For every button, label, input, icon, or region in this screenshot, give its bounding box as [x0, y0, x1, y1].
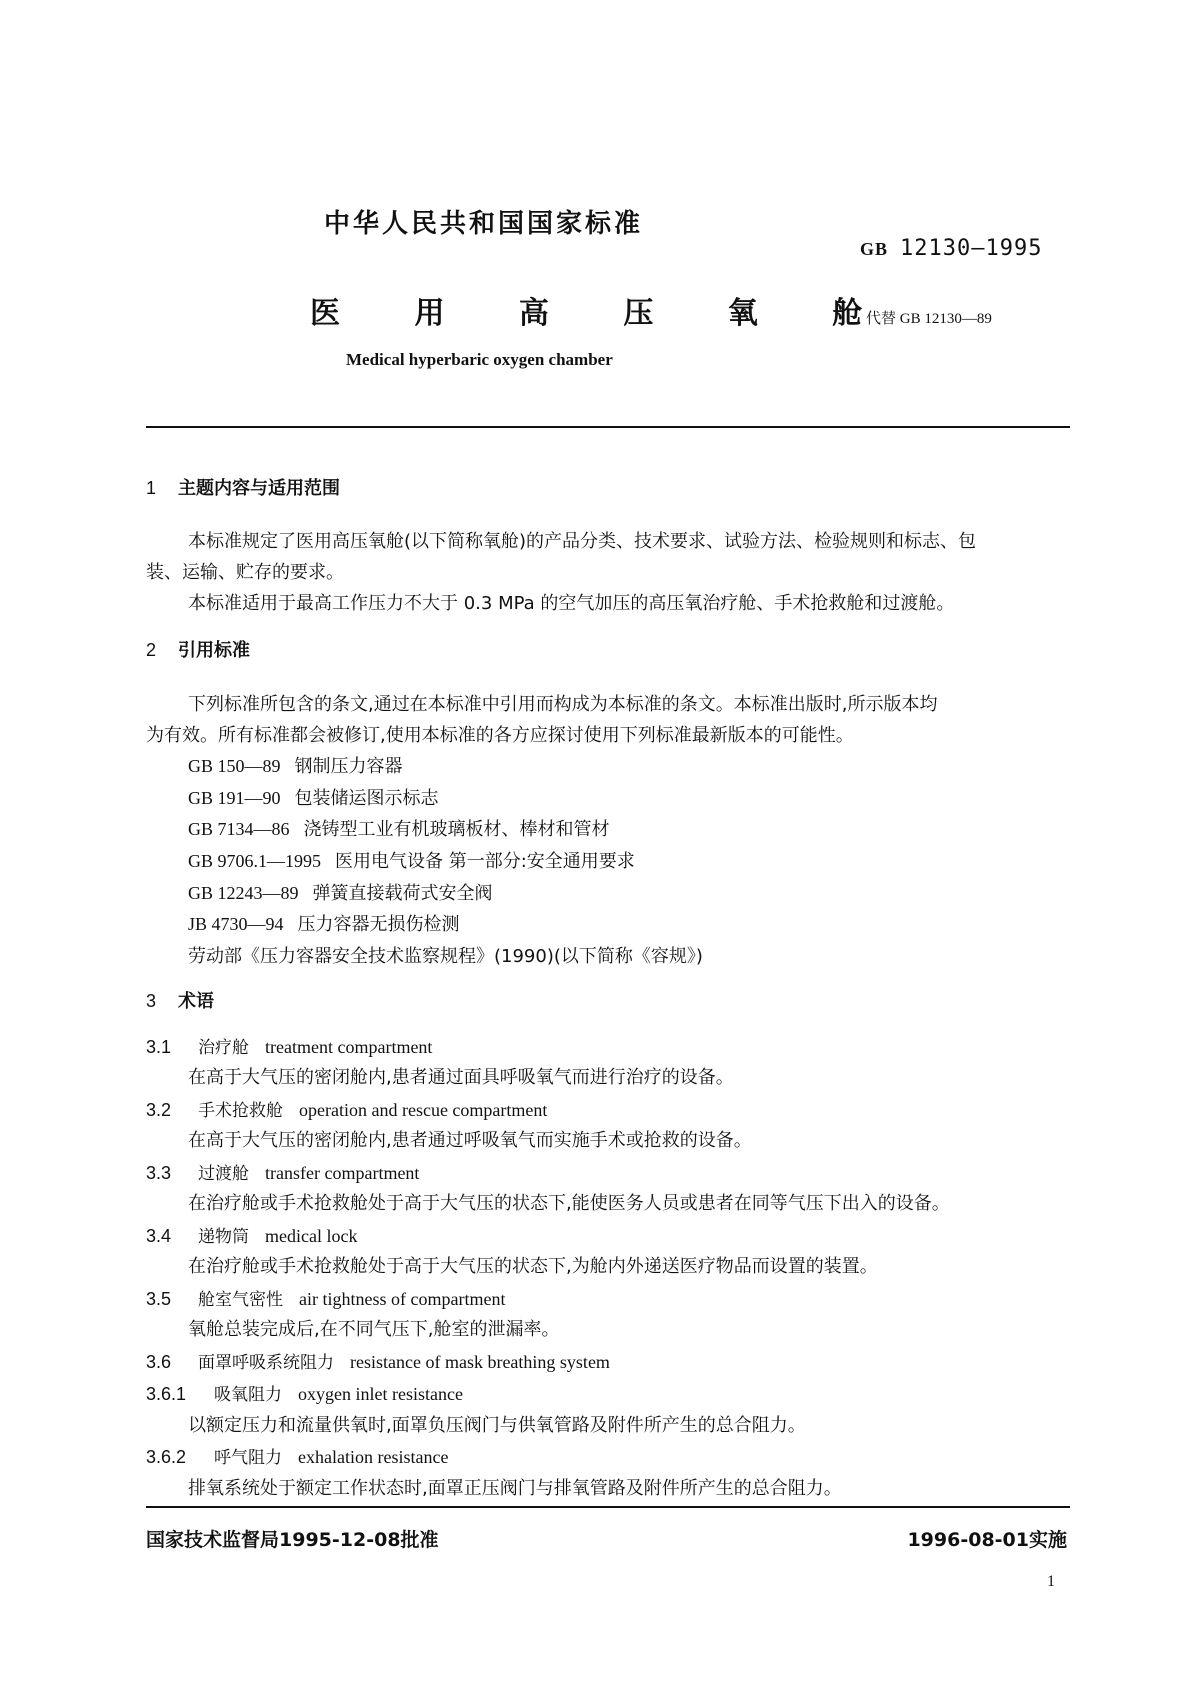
- approval-date: 国家技术监督局1995-12-08批准: [146, 1529, 439, 1551]
- reference-name: 弹簧直接载荷式安全阀: [312, 883, 493, 904]
- term-entry: [146, 1285, 505, 1310]
- reference-item: [188, 879, 493, 905]
- term-entry: [146, 1348, 610, 1373]
- term-entry: [146, 1096, 547, 1121]
- reference-name: 医用电气设备 第一部分:安全通用要求: [335, 851, 635, 872]
- section-title: 引用标准: [178, 640, 250, 661]
- header-divider: [146, 426, 1070, 428]
- reference-code: GB 191—90: [188, 788, 281, 808]
- term-zh: 过渡舱: [198, 1164, 249, 1184]
- reference-name: 包装储运图示标志: [294, 788, 439, 809]
- reference-item-regulation: 劳动部《压力容器安全技术监察规程》(1990)(以下简称《容规》): [188, 946, 703, 967]
- reference-code: GB 150—89: [188, 756, 281, 776]
- term-entry: [146, 1443, 448, 1468]
- term-definition: 在治疗舱或手术抢救舱处于高于大气压的状态下,为舱内外递送医疗物品而设置的装置。: [188, 1256, 878, 1277]
- reference-item: [188, 847, 635, 873]
- term-en: oxygen inlet resistance: [298, 1384, 463, 1404]
- section-1-para-1-line-2: 装、运输、贮存的要求。: [146, 562, 344, 583]
- term-entry: [146, 1159, 419, 1184]
- term-number: 3.3: [146, 1163, 172, 1183]
- standard-no: 12130—1995: [900, 236, 1043, 261]
- footer-divider: [146, 1506, 1070, 1508]
- title-zh: 医 用 高 压 氧 舱: [310, 296, 895, 331]
- national-standard-heading: 中华人民共和国国家标准: [324, 209, 644, 239]
- section-2-para-line-1: 下列标准所包含的条文,通过在本标准中引用而构成为本标准的条文。本标准出版时,所示版本均: [188, 694, 938, 715]
- term-zh: 呼气阻力: [214, 1448, 282, 1468]
- term-en: operation and rescue compartment: [299, 1100, 548, 1120]
- standard-number: [860, 236, 1042, 261]
- term-number: 3.1: [146, 1037, 172, 1057]
- section-1-heading: [146, 474, 340, 500]
- section-2-para-line-2: 为有效。所有标准都会被修订,使用本标准的各方应探讨使用下列标准最新版本的可能性。: [146, 725, 854, 746]
- reference-code: GB 7134—86: [188, 819, 290, 839]
- term-zh: 舱室气密性: [198, 1290, 283, 1310]
- section-title: 主题内容与适用范围: [178, 478, 340, 499]
- term-number: 3.5: [146, 1289, 172, 1309]
- page-number: 1: [1047, 1573, 1055, 1590]
- section-1-para-2: 本标准适用于最高工作压力不大于 0.3 MPa 的空气加压的高压氧治疗舱、手术抢救舱和过渡舱。: [188, 593, 955, 614]
- effective-date: 1996-08-01实施: [907, 1529, 1067, 1551]
- section-number: 1: [146, 478, 157, 498]
- reference-item: [188, 752, 403, 778]
- section-title: 术语: [178, 991, 214, 1012]
- term-number: 3.4: [146, 1226, 172, 1246]
- term-entry: [146, 1380, 463, 1405]
- reference-code: GB 12243—89: [188, 883, 299, 903]
- term-definition: 在高于大气压的密闭舱内,患者通过面具呼吸氧气而进行治疗的设备。: [188, 1067, 734, 1088]
- section-number: 2: [146, 640, 157, 660]
- term-number: 3.6.2: [146, 1447, 187, 1467]
- term-zh: 手术抢救舱: [198, 1101, 283, 1121]
- reference-name: 浇铸型工业有机玻璃板材、棒材和管材: [303, 819, 610, 840]
- term-entry: [146, 1222, 357, 1247]
- term-definition: 在治疗舱或手术抢救舱处于高于大气压的状态下,能使医务人员或患者在同等气压下出入的设备。: [188, 1193, 950, 1214]
- term-definition: 在高于大气压的密闭舱内,患者通过呼吸氧气而实施手术或抢救的设备。: [188, 1130, 752, 1151]
- term-zh: 吸氧阻力: [214, 1385, 282, 1405]
- reference-item: [188, 910, 460, 936]
- term-en: transfer compartment: [265, 1163, 420, 1183]
- term-definition: 以额定压力和流量供氧时,面罩负压阀门与供氧管路及附件所产生的总合阻力。: [188, 1415, 806, 1436]
- section-1-para-1-line-1: 本标准规定了医用高压氧舱(以下简称氧舱)的产品分类、技术要求、试验方法、检验规则和标志、包: [188, 531, 977, 552]
- replaces-note: 代替 GB 12130—89: [866, 311, 992, 327]
- term-zh: 治疗舱: [198, 1038, 249, 1058]
- term-zh: 递物筒: [198, 1227, 249, 1247]
- section-2-heading: [146, 636, 250, 662]
- term-en: medical lock: [265, 1226, 358, 1246]
- section-number: 3: [146, 991, 157, 1011]
- title-en: Medical hyperbaric oxygen chamber: [346, 350, 613, 369]
- term-en: treatment compartment: [265, 1037, 433, 1057]
- reference-code: JB 4730—94: [188, 914, 284, 934]
- reference-name: 钢制压力容器: [294, 756, 403, 777]
- reference-item: [188, 815, 610, 841]
- term-definition: 氧舱总装完成后,在不同气压下,舱室的泄漏率。: [188, 1319, 560, 1340]
- term-number: 3.6.1: [146, 1384, 187, 1404]
- term-en: exhalation resistance: [298, 1447, 449, 1467]
- reference-item: [188, 784, 439, 810]
- term-number: 3.2: [146, 1100, 172, 1120]
- term-number: 3.6: [146, 1352, 172, 1372]
- reference-name: 压力容器无损伤检测: [297, 914, 460, 935]
- section-3-heading: [146, 987, 214, 1013]
- term-zh: 面罩呼吸系统阻力: [198, 1353, 334, 1373]
- term-entry: [146, 1033, 432, 1058]
- term-en: resistance of mask breathing system: [350, 1352, 610, 1372]
- term-en: air tightness of compartment: [299, 1289, 506, 1309]
- term-definition: 排氧系统处于额定工作状态时,面罩正压阀门与排氧管路及附件所产生的总合阻力。: [188, 1478, 842, 1499]
- gb-prefix: GB: [860, 239, 889, 259]
- reference-code: GB 9706.1—1995: [188, 851, 322, 871]
